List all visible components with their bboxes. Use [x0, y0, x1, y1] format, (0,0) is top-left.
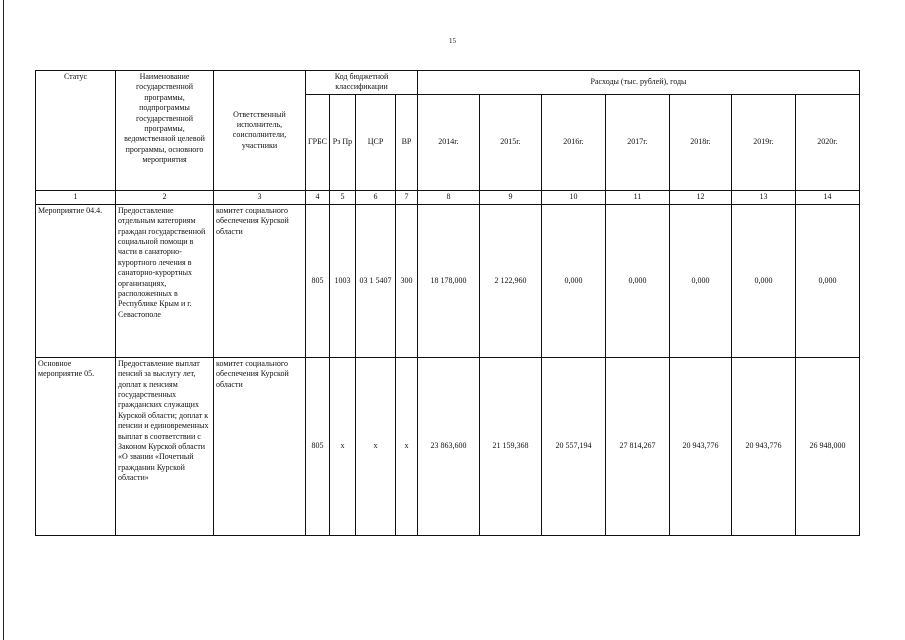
row-vr: 300: [396, 204, 418, 357]
column-number: 3: [214, 190, 306, 204]
row-executor: комитет социального обеспечения Курской области: [214, 357, 306, 535]
header-executor: Ответственный исполнитель, соисполнители, участники: [214, 71, 306, 191]
header-year-2018: 2018г.: [670, 94, 732, 190]
header-status: Статус: [36, 71, 116, 191]
row-value-2019: 0,000: [732, 204, 796, 357]
column-number: 6: [356, 190, 396, 204]
header-program-name: Наименование государственной программы, подпрограммы государственной программы, ведомственной целевой программы, основного мероприятия: [116, 71, 214, 191]
header-row-1: [36, 71, 860, 95]
header-grbs: ГРБС: [306, 94, 330, 190]
row-value-2016: 0,000: [542, 204, 606, 357]
row-value-2020: 26 948,000: [796, 357, 860, 535]
header-expenses: Расходы (тыс. рублей), годы: [418, 71, 860, 95]
row-vr: х: [396, 357, 418, 535]
header-year-2016: 2016г.: [542, 94, 606, 190]
row-name: Предоставление отдельным категориям граждан государственной социальной помощи в части в санаторно-курортного лечения в санаторно-курортных организациях, расположенных в Республике Крым и г. Севастополе: [116, 204, 214, 357]
header-year-2017: 2017г.: [606, 94, 670, 190]
row-value-2018: 20 943,776: [670, 357, 732, 535]
header-year-2020: 2020г.: [796, 94, 860, 190]
row-value-2014: 18 178,000: [418, 204, 480, 357]
row-csr: х: [356, 357, 396, 535]
header-year-2015: 2015г.: [480, 94, 542, 190]
header-rzpr: Рз Пр: [330, 94, 356, 190]
row-name: Предоставление выплат пенсий за выслугу лет, доплат к пенсиям государственных гражданских служащих Курской области; доплат к пенсии и единовременных выплат в соответствии с Законом Курской области «О звании «Почетный гражданин Курской области»: [116, 357, 214, 535]
column-number: 13: [732, 190, 796, 204]
row-executor: комитет социального обеспечения Курской области: [214, 204, 306, 357]
budget-table: [35, 70, 860, 536]
row-grbs: 805: [306, 204, 330, 357]
row-value-2019: 20 943,776: [732, 357, 796, 535]
column-number: 7: [396, 190, 418, 204]
row-value-2020: 0,000: [796, 204, 860, 357]
row-csr: 03 1 5407: [356, 204, 396, 357]
row-rzpr: х: [330, 357, 356, 535]
row-value-2017: 0,000: [606, 204, 670, 357]
table-row: [36, 204, 860, 357]
scan-edge-line: [3, 0, 4, 640]
header-budget-code: Код бюджетной классификации: [306, 71, 418, 95]
column-number: 11: [606, 190, 670, 204]
page-number: 15: [449, 37, 456, 45]
column-number: 8: [418, 190, 480, 204]
row-value-2015: 2 122,960: [480, 204, 542, 357]
row-value-2015: 21 159,368: [480, 357, 542, 535]
header-csr: ЦСР: [356, 94, 396, 190]
column-number: 14: [796, 190, 860, 204]
row-value-2014: 23 863,600: [418, 357, 480, 535]
column-number: 4: [306, 190, 330, 204]
column-number: 1: [36, 190, 116, 204]
header-year-2014: 2014г.: [418, 94, 480, 190]
column-number: 5: [330, 190, 356, 204]
row-value-2018: 0,000: [670, 204, 732, 357]
row-status: Основное мероприятие 05.: [36, 357, 116, 535]
row-rzpr: 1003: [330, 204, 356, 357]
column-number: 10: [542, 190, 606, 204]
column-number-row: [36, 190, 860, 204]
table-row: [36, 357, 860, 535]
column-number: 2: [116, 190, 214, 204]
column-number: 9: [480, 190, 542, 204]
row-grbs: 805: [306, 357, 330, 535]
header-year-2019: 2019г.: [732, 94, 796, 190]
header-vr: ВР: [396, 94, 418, 190]
row-value-2016: 20 557,194: [542, 357, 606, 535]
row-status: Мероприятие 04.4.: [36, 204, 116, 357]
column-number: 12: [670, 190, 732, 204]
row-value-2017: 27 814,267: [606, 357, 670, 535]
